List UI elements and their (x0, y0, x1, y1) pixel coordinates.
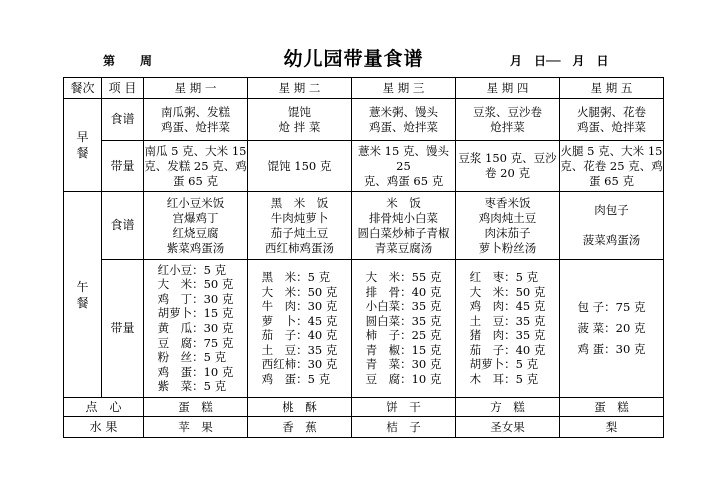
lunch-menu-mon: 红小豆米饭 宫爆鸡丁 红烧豆腐 紫菜鸡蛋汤 (144, 192, 248, 260)
day-header-wed: 星 期 三 (352, 78, 456, 99)
lunch-amount-label: 带量 (102, 260, 144, 398)
lunch-amount-thu (456, 260, 560, 398)
lunch-amount-wed (352, 260, 456, 398)
quantity-line: 排 骨：40 克 (365, 284, 442, 299)
breakfast-menu-thu: 豆浆、豆沙卷 炝拌菜 (456, 99, 560, 141)
quantity-line: 土 豆：35 克 (261, 342, 338, 357)
quantity-line: 鸡 肉：45 克 (469, 299, 546, 314)
quantity-line: 大 米：50 克 (261, 284, 338, 299)
quantity-line: 胡萝卜：5 克 (469, 357, 539, 372)
breakfast-amount-thu: 豆浆 150 克、豆沙 卷 20 克 (456, 141, 560, 192)
breakfast-amount-wed: 薏米 15 克、馒头 25 克、鸡蛋 65 克 (352, 141, 456, 192)
quantity-line: 鸡 蛋：10 克 (157, 364, 234, 379)
quantity-line: 小白菜：35 克 (365, 299, 442, 314)
lunch-amount-tue (248, 260, 352, 398)
breakfast-amount-row (64, 141, 664, 192)
quantity-line: 黑 米：5 克 (261, 269, 331, 284)
day-header-tue: 星 期 二 (248, 78, 352, 99)
snack-row (64, 398, 664, 417)
fruit-mon: 苹 果 (144, 417, 248, 438)
quantity-line: 茄 子：40 克 (261, 328, 338, 343)
quantity-line: 圆白菜：35 克 (365, 313, 442, 328)
day-header-fri: 星 期 五 (560, 78, 664, 99)
quantity-line: 大 米：55 克 (365, 269, 442, 284)
fruit-wed: 桔 子 (352, 417, 456, 438)
lunch-menu-label: 食谱 (102, 192, 144, 260)
meal-header: 餐次 (64, 78, 102, 99)
quantity-line: 青 菜：30 克 (365, 357, 442, 372)
breakfast-amount-mon: 南瓜 5 克、大米 15 克、发糕 25 克、鸡 蛋 65 克 (144, 141, 248, 192)
week-prefix: 第 (103, 54, 116, 68)
quantity-line: 红 枣：5 克 (469, 269, 539, 284)
quantity-line: 粉 丝：5 克 (157, 350, 227, 365)
fruit-tue: 香 蕉 (248, 417, 352, 438)
quantity-line: 红小豆：5 克 (157, 262, 227, 277)
quantity-line: 鸡 蛋：30 克 (577, 342, 646, 356)
quantity-line: 黄 瓜：30 克 (157, 321, 234, 335)
breakfast-menu-label: 食谱 (102, 99, 144, 141)
quantity-line: 青 椒：15 克 (365, 342, 442, 357)
quantity-line: 茄 子：40 克 (469, 342, 546, 357)
quantity-line: 包 子：75 克 (577, 300, 646, 314)
quantity-line: 柿 子：25 克 (365, 328, 442, 343)
lunch-amount-row (64, 260, 664, 398)
date-range: 月 日── 月 日 (510, 54, 609, 68)
lunch-menu-fri: 肉包子 菠菜鸡蛋汤 (560, 192, 664, 260)
page-title: 幼儿园带量食谱 (283, 48, 424, 70)
breakfast-menu-tue: 馄饨 炝 拌 菜 (248, 99, 352, 141)
snack-label: 点 心 (64, 398, 144, 417)
quantity-line: 紫 菜：5 克 (157, 379, 227, 394)
breakfast-menu-fri: 火腿粥、花卷 鸡蛋、炝拌菜 (560, 99, 664, 141)
quantity-line: 豆 腐：75 克 (157, 335, 234, 350)
breakfast-label: 早 餐 (64, 99, 102, 192)
snack-wed: 饼 干 (352, 398, 456, 417)
snack-thu: 方 糕 (456, 398, 560, 417)
item-header: 项 目 (102, 78, 144, 99)
fruit-label: 水 果 (64, 417, 144, 438)
quantity-line: 木 耳：5 克 (469, 372, 539, 387)
day-header-mon: 星 期 一 (144, 78, 248, 99)
lunch-amount-fri (560, 260, 664, 398)
quantity-line: 鸡 丁：30 克 (157, 291, 234, 306)
header-row (64, 78, 664, 99)
snack-fri: 蛋 糕 (560, 398, 664, 417)
quantity-line: 豆 腐：10 克 (365, 372, 442, 387)
breakfast-menu-wed: 薏米粥、馒头 鸡蛋、炝拌菜 (352, 99, 456, 141)
fruit-fri: 梨 (560, 417, 664, 438)
quantity-line: 鸡 蛋：5 克 (261, 372, 331, 387)
quantity-line: 菠 菜：20 克 (577, 321, 646, 335)
breakfast-amount-label: 带量 (102, 141, 144, 192)
quantity-line: 猪 肉：35 克 (469, 328, 546, 343)
lunch-menu-row (64, 192, 664, 260)
quantity-line: 大 米：50 克 (157, 277, 234, 292)
quantity-line: 西红柿：30 克 (261, 357, 338, 372)
fruit-row (64, 417, 664, 438)
snack-tue: 桃 酥 (248, 398, 352, 417)
fruit-thu: 圣女果 (456, 417, 560, 438)
day-header-thu: 星 期 四 (456, 78, 560, 99)
quantity-line: 大 米：50 克 (469, 284, 546, 299)
lunch-label: 午 餐 (64, 192, 102, 398)
quantity-line: 土 豆：35 克 (469, 313, 546, 328)
lunch-menu-tue: 黑 米 饭 牛肉炖萝卜 茄子炖土豆 西红柿鸡蛋汤 (248, 192, 352, 260)
week-suffix: 周 (140, 54, 153, 68)
quantity-line: 胡萝卜：15 克 (157, 306, 234, 321)
breakfast-menu-row (64, 99, 664, 141)
snack-mon: 蛋 糕 (144, 398, 248, 417)
breakfast-amount-fri: 火腿 5 克、大米 15 克、花卷 25 克、鸡 蛋 65 克 (560, 141, 664, 192)
lunch-menu-wed: 米 饭 排骨炖小白菜 圆白菜炒柿子青椒 青菜豆腐汤 (352, 192, 456, 260)
quantity-line: 牛 肉：30 克 (261, 299, 338, 314)
lunch-menu-thu: 枣香米饭 鸡肉炖土豆 肉沫茄子 萝卜粉丝汤 (456, 192, 560, 260)
quantity-line: 萝 卜：45 克 (261, 313, 338, 328)
breakfast-menu-mon: 南瓜粥、发糕 鸡蛋、炝拌菜 (144, 99, 248, 141)
menu-table (63, 77, 664, 438)
breakfast-amount-tue: 馄饨 150 克 (248, 141, 352, 192)
lunch-amount-mon (144, 260, 248, 398)
